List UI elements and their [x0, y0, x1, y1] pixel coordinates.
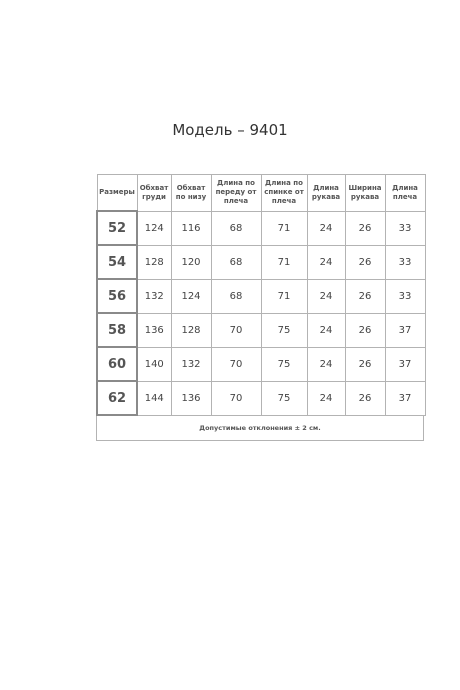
table-cell: 26 — [345, 313, 385, 347]
table-row — [97, 211, 425, 245]
table-row — [97, 313, 425, 347]
size-chart — [96, 174, 424, 441]
table-cell: 70 — [211, 381, 261, 415]
header-cell: Длина плеча — [385, 175, 425, 212]
table-cell: 140 — [137, 347, 171, 381]
table-cell: 128 — [171, 313, 211, 347]
table-cell: 71 — [261, 211, 307, 245]
table-cell: 124 — [137, 211, 171, 245]
header-cell: Обхват по низу — [171, 175, 211, 212]
table-row — [97, 279, 425, 313]
table-cell: 68 — [211, 279, 261, 313]
size-cell: 60 — [97, 347, 137, 381]
table-cell: 75 — [261, 347, 307, 381]
table-cell: 116 — [171, 211, 211, 245]
table-cell: 136 — [171, 381, 211, 415]
size-cell: 54 — [97, 245, 137, 279]
size-cell: 58 — [97, 313, 137, 347]
table-cell: 132 — [171, 347, 211, 381]
size-cell: 56 — [97, 279, 137, 313]
table-cell: 24 — [307, 245, 345, 279]
table-cell: 71 — [261, 245, 307, 279]
header-row — [97, 175, 425, 212]
header-cell: Длина по спинке от плеча — [261, 175, 307, 212]
table-row — [97, 381, 425, 415]
size-cell: 62 — [97, 381, 137, 415]
table-row — [97, 245, 425, 279]
table-cell: 68 — [211, 245, 261, 279]
table-cell: 26 — [345, 347, 385, 381]
table-cell: 75 — [261, 381, 307, 415]
header-cell: Ширина рукава — [345, 175, 385, 212]
table-cell: 26 — [345, 245, 385, 279]
table-cell: 136 — [137, 313, 171, 347]
header-cell: Длина рукава — [307, 175, 345, 212]
table-cell: 24 — [307, 211, 345, 245]
table-cell: 37 — [385, 313, 425, 347]
size-table — [96, 174, 426, 416]
size-cell: 52 — [97, 211, 137, 245]
table-cell: 33 — [385, 245, 425, 279]
table-cell: 70 — [211, 347, 261, 381]
table-cell: 68 — [211, 211, 261, 245]
model-title: Модель – 9401 — [172, 121, 288, 139]
table-cell: 132 — [137, 279, 171, 313]
table-cell: 24 — [307, 381, 345, 415]
table-cell: 24 — [307, 313, 345, 347]
table-cell: 26 — [345, 211, 385, 245]
table-cell: 26 — [345, 381, 385, 415]
tolerance-note: Допустимые отклонения ± 2 см. — [96, 416, 424, 441]
table-cell: 144 — [137, 381, 171, 415]
table-cell: 70 — [211, 313, 261, 347]
table-cell: 33 — [385, 279, 425, 313]
header-cell: Обхват груди — [137, 175, 171, 212]
table-cell: 128 — [137, 245, 171, 279]
table-row — [97, 347, 425, 381]
table-cell: 120 — [171, 245, 211, 279]
table-cell: 124 — [171, 279, 211, 313]
header-cell: Длина по переду от плеча — [211, 175, 261, 212]
table-cell: 26 — [345, 279, 385, 313]
table-cell: 37 — [385, 347, 425, 381]
table-cell: 75 — [261, 313, 307, 347]
table-cell: 33 — [385, 211, 425, 245]
table-cell: 37 — [385, 381, 425, 415]
header-cell: Размеры — [97, 175, 137, 212]
table-cell: 71 — [261, 279, 307, 313]
table-cell: 24 — [307, 279, 345, 313]
table-cell: 24 — [307, 347, 345, 381]
